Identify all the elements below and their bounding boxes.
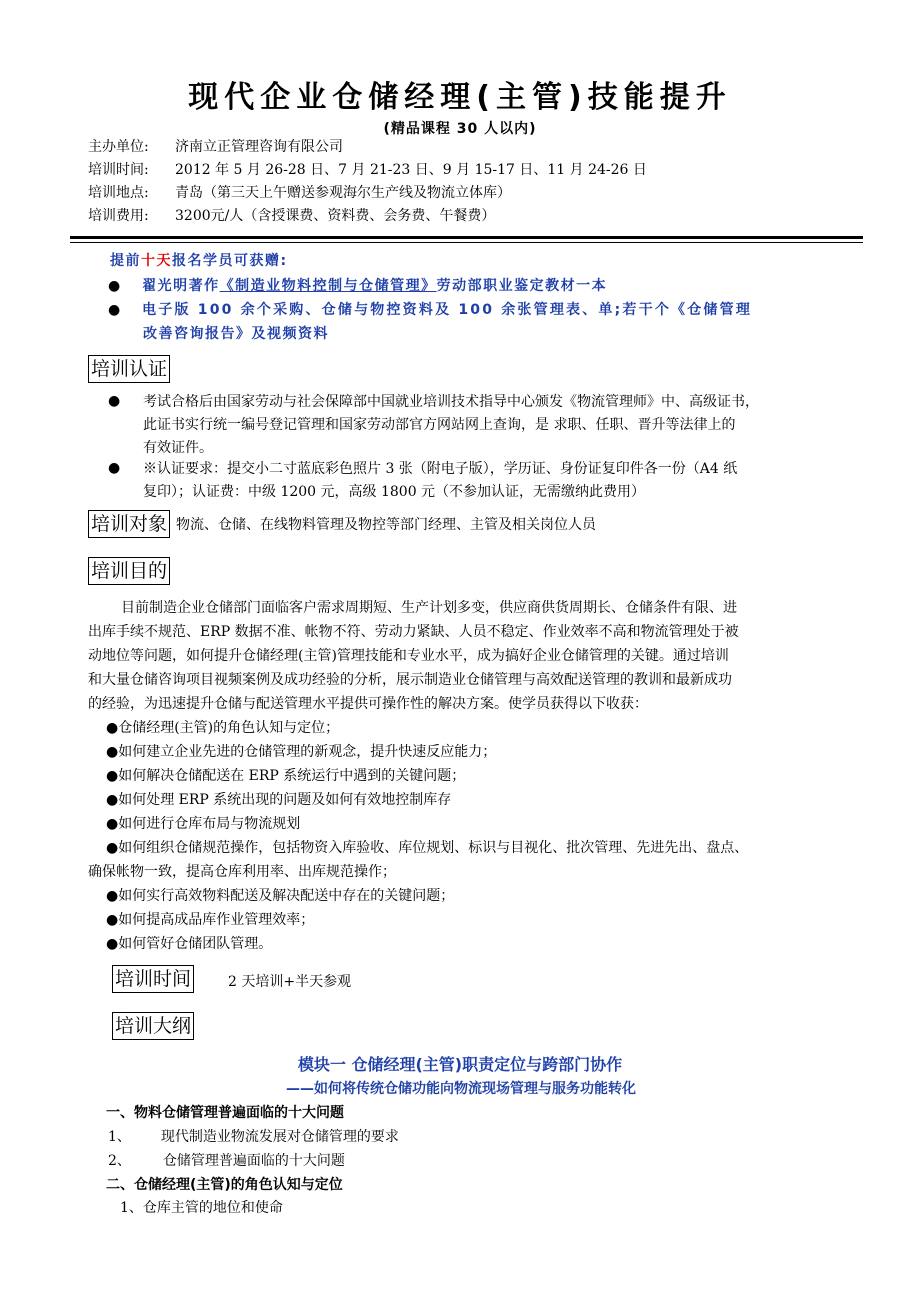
gift-heading-post: 报名学员可获赠: [172,253,288,269]
cert-req-line2: 复印）；认证费：中级 1200 元，高级 1800 元（不参加认证，无需缴纳此费用） [143,484,646,500]
info-label: 培训费用: [88,208,149,224]
cert-para-line1: 考试合格后由国家劳动与社会保障部中国就业培训技术指导中心颁发《物流管理师》中、高级证书， [143,394,759,410]
goal-para-line5: 的经验，为迅速提升仓储与配送管理水平提供可操作性的解决方案。使学员获得以下收获： [88,696,648,712]
gift-item-materials-line1: 电子版 100 余个采购、仓储与物控资料及 100 余张管理表、单;若干个《仓储管理 [142,302,753,318]
gift-heading-highlight: 十天 [141,253,172,269]
duration-text: 2 天培训+半天参观 [228,974,352,990]
module-title: 模块一 仓储经理(主管)职责定位与跨部门协作 [297,1055,623,1074]
goal-item: ●如何实行高效物料配送及解决配送中存在的关键问题； [106,888,455,904]
info-value: 3200元/人（含授课费、资料费、会务费、午餐费） [175,208,496,224]
goal-item: ●如何进行仓库布局与物流规划 [106,816,301,832]
section-heading-duration: 培训时间 [112,965,194,993]
cert-req-line1: ※认证要求：提交小二寸蓝底彩色照片 3 张（附电子版），学历证、身份证复印件各一份（A4 纸 [143,461,738,477]
goal-item: ●如何管好仓储团队管理。 [106,936,273,952]
target-text: 物流、仓储、在线物料管理及物控等部门经理、主管及相关岗位人员 [176,517,596,533]
outline-item [108,1125,399,1149]
document-title: 现代企业仓储经理(主管)技能提升 [188,80,732,115]
cert-para-line3: 有效证件。 [143,440,213,456]
outline-item: 1、仓库主管的地位和使命 [120,1200,283,1216]
divider-thin [70,242,863,243]
info-fee [88,205,495,228]
outline-item-number: 2、 [108,1153,131,1169]
info-location [88,182,511,205]
info-label: 主办单位: [88,139,149,155]
goal-item: ●如何组织仓储规范操作，包括物资入库验收、库位规划、标识与目视化、批次管理、先进先出、盘点、 [106,840,749,856]
info-organizer [88,136,343,159]
bullet-icon: ● [108,302,122,318]
section-heading-certification: 培训认证 [88,355,170,383]
outline-item-number: 1、 [108,1129,131,1145]
gift-item-book-post: 劳动部职业鉴定教材一本 [436,278,608,294]
gift-item-materials [108,299,752,319]
gift-item-materials-line2: 改善咨询报告》及视频资料 [143,326,329,342]
bullet-icon: ● [108,393,121,409]
gift-book-title: 《制造业物料控制与仓储管理》 [219,278,437,294]
info-label: 培训地点: [88,185,149,201]
goal-para-line1: 目前制造企业仓储部门面临客户需求周期短、生产计划多变，供应商供货周期长、仓储条件有限、进 [121,600,737,616]
gift-item-book [108,275,607,295]
outline-section-1: 一、物料仓储管理普遍面临的十大问题 [106,1105,344,1121]
document-subtitle: (精品课程 30 人以内) [383,121,537,137]
bullet-icon: ● [108,278,122,294]
gift-item-book-pre: 翟光明著作 [142,278,220,294]
goal-para-line4: 和大量仓储咨询项目视频案例及成功经验的分析，展示制造业仓储管理与高效配送管理的教训和最新成功 [88,672,732,688]
info-label: 培训时间: [88,162,149,178]
info-value: 2012 年 5 月 26-28 日、7 月 21-23 日、9 月 15-17 日、11 月 24-26 日 [175,162,647,178]
goal-item: ●如何处理 ERP 系统出现的问题及如何有效地控制库存 [106,792,452,808]
cert-para-line2: 此证书实行统一编号登记管理和国家劳动部官方网站网上查询，是 求职、任职、晋升等法律上的 [143,417,736,433]
module-subtitle: ——如何将传统仓储功能向物流现场管理与服务功能转化 [286,1081,636,1097]
goal-item: ●仓储经理(主管)的角色认知与定位； [106,720,340,736]
divider-thick [70,236,863,239]
goal-item: ●如何解决仓储配送在 ERP 系统运行中遇到的关键问题； [106,768,466,784]
goal-para-line2: 出库手续不规范、ERP 数据不准、帐物不符、劳动力紧缺、人员不稳定、作业效率不高和物流管理处于被 [88,624,739,640]
section-heading-goal: 培训目的 [88,557,170,585]
goal-item: ●如何提高成品库作业管理效率； [106,912,315,928]
goal-para-line3: 动地位等问题，如何提升仓储经理(主管)管理技能和专业水平，成为搞好企业仓储管理的关键。通过培训 [88,648,729,664]
outline-item-text: 现代制造业物流发展对仓储管理的要求 [160,1129,399,1145]
info-value: 济南立正管理咨询有限公司 [175,139,343,155]
section-heading-outline: 培训大纲 [112,1012,194,1040]
outline-item-text: 仓储管理普遍面临的十大问题 [162,1153,345,1169]
gift-heading-pre: 提前 [110,253,141,269]
goal-item: ●如何建立企业先进的仓储管理的新观念，提升快速反应能力； [106,744,497,760]
section-heading-target: 培训对象 [88,510,170,538]
goal-item-continued: 确保帐物一致，提高仓库利用率、出库规范操作； [88,864,396,880]
info-value: 青岛（第三天上午赠送参观海尔生产线及物流立体库） [175,185,511,201]
bullet-icon: ● [108,460,121,476]
outline-section-2: 二、仓储经理(主管)的角色认知与定位 [106,1177,343,1193]
gift-heading [110,250,288,270]
outline-item [108,1149,345,1173]
info-time [88,159,647,182]
